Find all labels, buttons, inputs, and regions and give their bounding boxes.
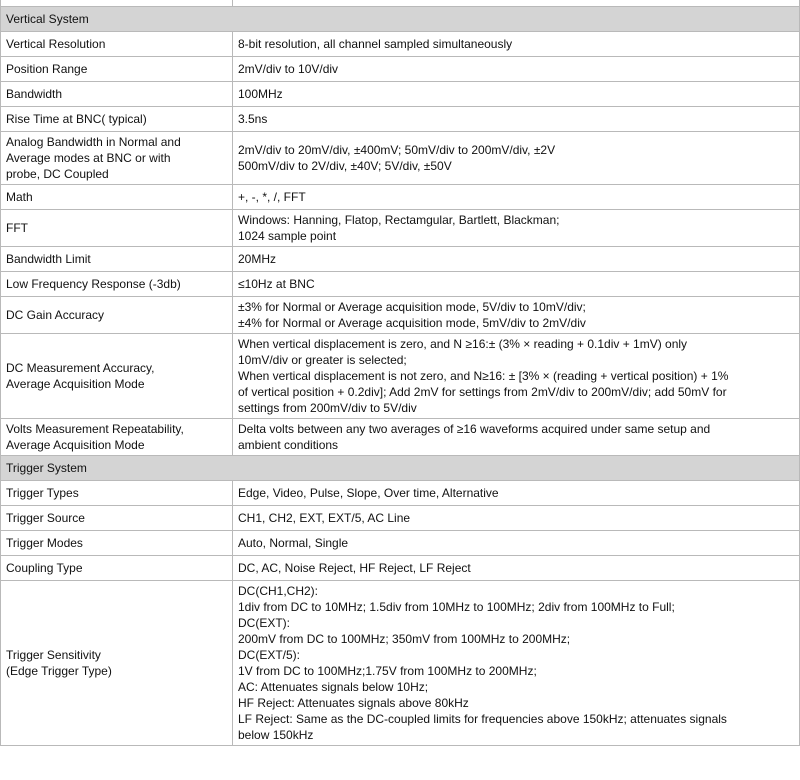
spec-label	[1, 334, 233, 419]
spec-value	[233, 506, 800, 531]
spec-value-line: DC(EXT/5):	[238, 648, 301, 662]
spec-value-line: DC, AC, Noise Reject, HF Reject, LF Reject	[238, 561, 471, 575]
spec-label	[1, 210, 233, 247]
spec-label-line: Trigger Modes	[6, 536, 83, 550]
spec-value-line: ≤10Hz at BNC	[238, 277, 315, 291]
spec-row	[1, 82, 800, 107]
spec-value	[233, 107, 800, 132]
spec-label-line: DC Measurement Accuracy,	[6, 361, 155, 375]
spec-value-line: settings from 200mV/div to 5V/div	[238, 401, 417, 415]
spec-value	[233, 272, 800, 297]
spec-label	[1, 531, 233, 556]
spec-value-line: CH1, CH2, EXT, EXT/5, AC Line	[238, 511, 411, 525]
spec-value	[233, 334, 800, 419]
section-title: Trigger System	[1, 456, 800, 481]
spec-value-line: 1div from DC to 10MHz; 1.5div from 10MHz to 100MHz; 2div from 100MHz to Full;	[238, 600, 675, 614]
spec-row	[1, 107, 800, 132]
section-header-vertical-system	[1, 7, 800, 32]
spec-label	[1, 32, 233, 57]
spec-value-line: 1024 sample point	[238, 229, 337, 243]
spec-row	[1, 556, 800, 581]
spec-value-line: 2mV/div to 20mV/div, ±400mV; 50mV/div to 200mV/div, ±2V	[238, 143, 556, 157]
section-title: Vertical System	[1, 7, 800, 32]
spec-value-line: When vertical displacement is not zero, and N≥16: ± [3% × (reading + vertical position) + 1%	[238, 369, 729, 383]
spec-value-line: LF Reject: Same as the DC-coupled limits for frequencies above 150kHz; attenuates signals	[238, 712, 727, 726]
spec-value	[233, 556, 800, 581]
spec-label-line: probe, DC Coupled	[6, 167, 109, 181]
spec-label-line: Bandwidth	[6, 87, 63, 101]
spec-label-line: Trigger Types	[6, 486, 79, 500]
spec-label-line: Bandwidth Limit	[6, 252, 91, 266]
spec-row	[1, 32, 800, 57]
spec-label-line: Position Range	[6, 62, 88, 76]
spec-value-line: 20MHz	[238, 252, 277, 266]
spec-value-line: 100MHz	[238, 87, 283, 101]
spec-value-line: DC(CH1,CH2):	[238, 584, 319, 598]
spec-value-line: Windows: Hanning, Flatop, Rectamgular, Bartlett, Blackman;	[238, 213, 560, 227]
spec-row	[1, 297, 800, 334]
spec-row	[1, 506, 800, 531]
spec-label-line: Vertical Resolution	[6, 37, 106, 51]
spec-label-line: Trigger Source	[6, 511, 85, 525]
spec-label-line: (Edge Trigger Type)	[6, 664, 112, 678]
spec-row	[1, 57, 800, 82]
spec-value-line: 200mV from DC to 100MHz; 350mV from 100MHz to 200MHz;	[238, 632, 571, 646]
spec-label	[1, 556, 233, 581]
spec-label-line: Rise Time at BNC( typical)	[6, 112, 147, 126]
spec-value-line: ±4% for Normal or Average acquisition mode, 5mV/div to 2mV/div	[238, 316, 586, 330]
spec-label-line: Coupling Type	[6, 561, 83, 575]
spec-value-line: below 150kHz	[238, 728, 314, 742]
spec-label	[1, 247, 233, 272]
spec-label	[1, 132, 233, 185]
spec-value	[233, 419, 800, 456]
spec-value	[233, 481, 800, 506]
spec-value-line: DC(EXT):	[238, 616, 290, 630]
spec-table-body	[1, 0, 800, 746]
spec-label	[1, 185, 233, 210]
spec-label-line: Average Acquisition Mode	[6, 377, 145, 391]
spec-value-line: ambient conditions	[238, 438, 339, 452]
spec-label	[1, 272, 233, 297]
spec-label	[1, 82, 233, 107]
spec-value	[233, 57, 800, 82]
spec-value-line: AC: Attenuates signals below 10Hz;	[238, 680, 429, 694]
spec-value-line: Auto, Normal, Single	[238, 536, 349, 550]
spec-value	[233, 132, 800, 185]
spec-value-line: 3.5ns	[238, 112, 268, 126]
spec-label-line: Average modes at BNC or with	[6, 151, 171, 165]
spec-label-line: Analog Bandwidth in Normal and	[6, 135, 181, 149]
spec-value-line: ±3% for Normal or Average acquisition mode, 5V/div to 10mV/div;	[238, 300, 586, 314]
spec-row	[1, 272, 800, 297]
spec-label	[1, 481, 233, 506]
spec-row	[1, 481, 800, 506]
spec-label-line: FFT	[6, 221, 28, 235]
spec-value-line: When vertical displacement is zero, and N ≥16:± (3% × reading + 0.1div + 1mV) only	[238, 337, 688, 351]
spec-label	[1, 506, 233, 531]
spec-value	[233, 297, 800, 334]
spec-value-line: 8-bit resolution, all channel sampled simultaneously	[238, 37, 513, 51]
spec-row	[1, 247, 800, 272]
spec-label-line: Trigger Sensitivity	[6, 648, 101, 662]
spec-row	[1, 334, 800, 419]
spec-value-line: of vertical position + 0.2div]; Add 2mV for settings from 2mV/div to 200mV/div; add 50mV for	[238, 385, 727, 399]
spec-label-line: Volts Measurement Repeatability,	[6, 422, 184, 436]
spec-value-line: Delta volts between any two averages of ≥16 waveforms acquired under same setup and	[238, 422, 711, 436]
spec-label-line: DC Gain Accuracy	[6, 308, 105, 322]
spec-label	[1, 297, 233, 334]
spec-value-line: Edge, Video, Pulse, Slope, Over time, Alternative	[238, 486, 499, 500]
spec-label	[1, 57, 233, 82]
spec-value	[233, 247, 800, 272]
spec-label	[1, 419, 233, 456]
spec-label-line: Average Acquisition Mode	[6, 438, 145, 452]
spec-label	[1, 581, 233, 746]
spec-label	[1, 107, 233, 132]
spec-label-line: Low Frequency Response (-3db)	[6, 277, 181, 291]
section-header-trigger-system	[1, 456, 800, 481]
spec-value-line: 10mV/div or greater is selected;	[238, 353, 407, 367]
spec-value	[233, 185, 800, 210]
spec-value-line: HF Reject: Attenuates signals above 80kHz	[238, 696, 469, 710]
spec-row	[1, 210, 800, 247]
spec-row	[1, 419, 800, 456]
spec-value-line: 1V from DC to 100MHz;1.75V from 100MHz to 200MHz;	[238, 664, 537, 678]
spec-label-line: Math	[6, 190, 33, 204]
spec-value-line: 2mV/div to 10V/div	[238, 62, 339, 76]
spec-value-line: +, -, *, /, FFT	[238, 190, 306, 204]
spec-row	[1, 132, 800, 185]
spec-row	[1, 185, 800, 210]
spec-row	[1, 581, 800, 746]
spec-value	[233, 531, 800, 556]
spec-value	[233, 32, 800, 57]
spec-value	[233, 581, 800, 746]
spec-value	[233, 82, 800, 107]
spec-row	[1, 531, 800, 556]
spec-value-line: 500mV/div to 2V/div, ±40V; 5V/div, ±50V	[238, 159, 452, 173]
spec-value	[233, 210, 800, 247]
